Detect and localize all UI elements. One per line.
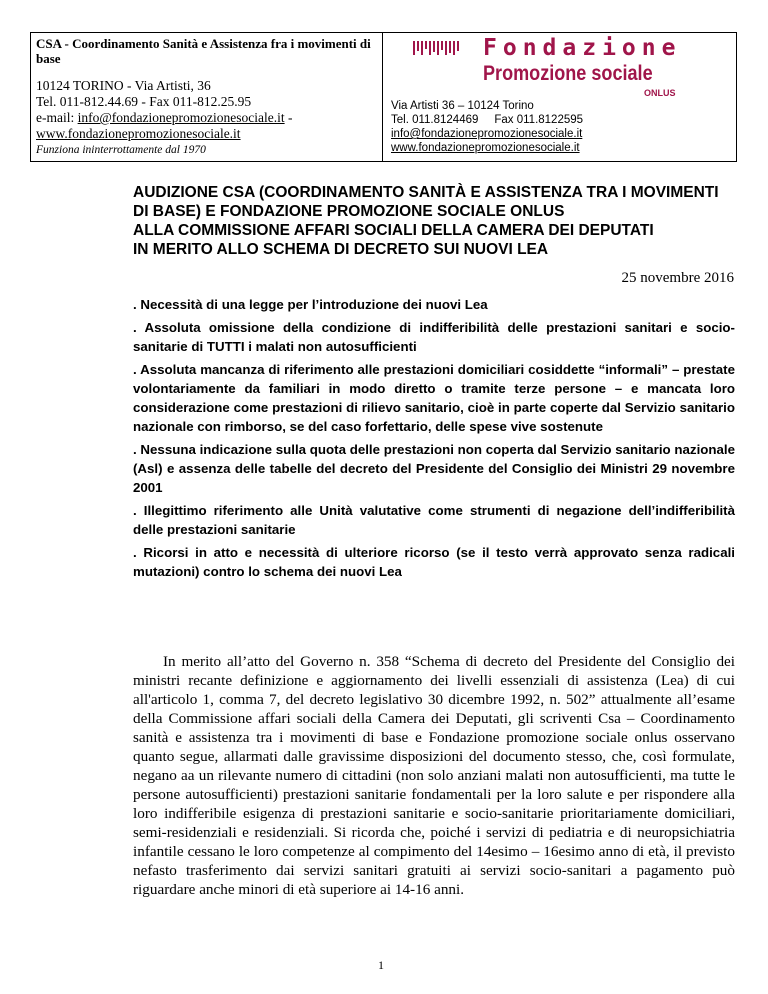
csa-address: 10124 TORINO - Via Artisti, 36 [36,78,211,93]
logo-subtitle: Promozione sociale [483,62,653,85]
letterhead [30,32,737,162]
letterhead-csa [31,33,383,161]
fondazione-email-link[interactable]: info@fondazionepromozionesociale.it [391,128,583,140]
logo-bars-icon [413,41,459,55]
summary-points [133,295,735,585]
document-title [133,183,733,259]
fondazione-contact [391,99,583,155]
fondazione-logo [413,35,713,98]
csa-email-link[interactable]: info@fondazionepromozionesociale.it [77,110,285,125]
title-line: DI BASE) E FONDAZIONE PROMOZIONE SOCIALE ONLUS [133,203,565,220]
body-paragraph: In merito all’atto del Governo n. 358 “Schema di decreto del Presidente del Consiglio dei ministri recante definizione e aggiornamento dei livelli essenziali di assistenza (Lea) di cui all'articolo 1, comma 7, del decreto legislativo 30 dicembre 1992, n. 502” attualmente all’esame della Commissione affari sociali della Camera dei Deputati, gli scriventi Csa – Coordinamento sanità e assistenza tra i movimenti di base e Fondazione promozione sociale onlus osservano quanto segue, allarmati dalle gravissime disposizioni del documento stesso, che, così formulate, negano aa un rilevante numero di cittadini (non solo anziani malati non autosufficienti, ma tutte le persone autosufficienti) prestazioni sanitarie fondamentali per la loro salute e per rispondere alla loro indifferibile esigenza di prestazioni sanitarie e socio-sanitarie prioritariamente domiciliari, semi-residenziali e residenziali. Si ricorda che, poiché i servizi di pediatria e di neuropsichiatria infantile cessano le loro competenze al compimento del 14esimo – 16esimo anno di età, il previsto nefasto trasferimento dai servizi sanitari gratuiti ai servizi socio-sanitari a pagamento può riguardare anche minori di età superiore ai 14-16 anni. [133,653,735,898]
logo-onlus: ONLUS [644,88,676,98]
fondazione-address: Via Artisti 36 – 10124 Torino [391,100,534,112]
title-line: IN MERITO ALLO SCHEMA DI DECRETO SUI NUOVI LEA [133,241,549,258]
title-line: ALLA COMMISSIONE AFFARI SOCIALI DELLA CAMERA DEI DEPUTATI [133,222,654,239]
csa-email-suffix: - [284,110,293,125]
csa-website-link[interactable]: www.fondazionepromozionesociale.it [36,126,241,141]
csa-email-line [36,110,376,126]
csa-email-prefix: e-mail: [36,110,78,125]
title-line: AUDIZIONE CSA (COORDINAMENTO SANITÀ E ASSISTENZA TRA I MOVIMENTI [133,184,719,201]
summary-point: . Nessuna indicazione sulla quota delle prestazioni non coperta dal Servizio sanitario nazionale (Asl) e assenza delle tabelle del decreto del Presidente del Consiglio dei Ministri 29 novembre 2001 [133,442,735,495]
summary-point: . Assoluta mancanza di riferimento alle prestazioni domiciliari cosiddette “informali” – prestate volontariamente da familiari in modo diretto o tramite terze persone – e mancata loro considerazione come prestazioni di rilievo sanitario, cioè in parte coperte dal Servizio sanitario nazionale con rimborso, se del caso forfettario, delle spese vive sostenute [133,362,735,434]
csa-org-name: CSA - Coordinamento Sanità e Assistenza fra i movimenti di base [36,36,371,66]
summary-point: . Illegittimo riferimento alle Unità valutative come strumenti di negazione dell’indifferibilità delle prestazioni sanitarie [133,503,735,537]
csa-since: Funziona ininterrottamente dal 1970 [36,144,206,156]
summary-point: . Assoluta omissione della condizione di indifferibilità delle prestazioni sanitari e socio-sanitarie di TUTTI i malati non autosufficienti [133,320,735,354]
csa-contact [36,78,376,142]
document-date: 25 novembre 2016 [621,270,734,286]
fondazione-phone-fax: Tel. 011.8124469 Fax 011.8122595 [391,114,584,126]
summary-point: . Necessità di una legge per l’introduzione dei nuovi Lea [133,297,488,312]
letterhead-fondazione [383,33,736,161]
csa-phone-fax: Tel. 011-812.44.69 - Fax 011-812.25.95 [36,94,252,109]
fondazione-website-link[interactable]: www.fondazionepromozionesociale.it [391,142,580,154]
logo-title: Fondazione [483,35,682,61]
page-number: 1 [378,958,384,972]
summary-point: . Ricorsi in atto e necessità di ulteriore ricorso (se il testo verrà approvato senza radicali mutazioni) contro lo schema dei nuovi Lea [133,545,735,579]
